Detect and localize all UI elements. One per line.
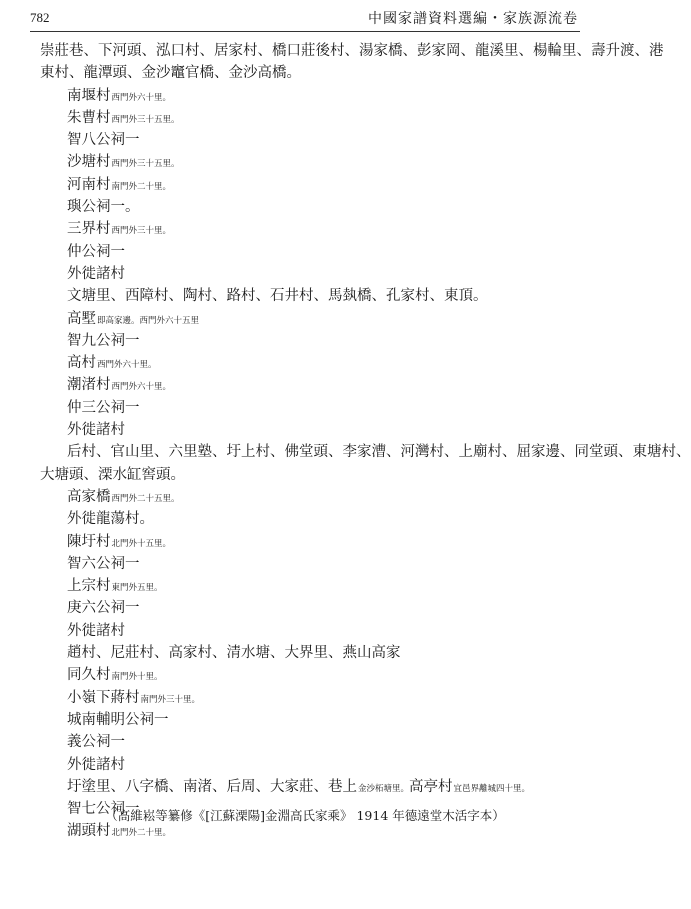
line-note: 北門外十五里。 xyxy=(111,538,172,549)
text-line xyxy=(40,597,580,619)
line-note: 西門外六十里。 xyxy=(111,382,172,393)
line-text: 仲公祠一 xyxy=(67,243,125,260)
line-note: 即高家邊。西門外六十五里 xyxy=(97,315,200,326)
text-line xyxy=(40,308,580,330)
text-line xyxy=(40,85,580,107)
text-line xyxy=(40,129,580,151)
line-text: 朱曹村 xyxy=(67,109,111,126)
text-line xyxy=(40,664,580,686)
line-note: 西門外三十五里。 xyxy=(111,114,180,125)
line-note: 西門外二十五里。 xyxy=(111,493,180,504)
text-line xyxy=(40,174,580,196)
text-line xyxy=(40,531,580,553)
colophon: （高維崧等纂修《[江蘇溧陽]金淵高氏家乘》 1914 年德遠堂木活字本） xyxy=(105,808,505,823)
line-text: 湖頭村 xyxy=(67,823,111,840)
line-text: 河南村 xyxy=(67,176,111,193)
line-text: 城南輔明公祠一 xyxy=(67,711,169,728)
line-note: 西門外三十里。 xyxy=(111,226,172,237)
line-text: 沙塘村 xyxy=(67,154,111,171)
text-line xyxy=(40,687,580,709)
line-text: 高家橋 xyxy=(67,488,111,505)
page-header xyxy=(30,8,578,28)
line-text: 外徙龍蕩村。 xyxy=(67,511,154,528)
text-line xyxy=(40,441,691,463)
text-line xyxy=(40,731,580,753)
text-line xyxy=(40,642,580,664)
text-line xyxy=(40,107,580,129)
line-text: 外徙諸村 xyxy=(67,756,125,773)
line-text: 高村 xyxy=(67,355,96,372)
line-text: 高亭村 xyxy=(409,778,453,795)
line-text: 義公祠一 xyxy=(67,734,125,751)
line-text: 同久村 xyxy=(67,667,111,684)
line-text: 陳圩村 xyxy=(67,533,111,550)
text-line xyxy=(40,776,580,798)
line-note: 宜邑界離城四十里。 xyxy=(453,783,531,794)
text-line xyxy=(40,330,580,352)
text-line xyxy=(40,397,580,419)
line-text: 庚六公祠一 xyxy=(67,600,140,617)
line-text: 后村、官山里、六里塾、圩上村、佛堂頭、李家漕、河灣村、上廟村、屈家邊、同堂頭、東塘村、 xyxy=(67,444,691,461)
text-line xyxy=(40,553,580,575)
text-line xyxy=(40,575,580,597)
line-text: 外徙諸村 xyxy=(67,265,125,282)
line-note: 東門外五里。 xyxy=(111,583,163,594)
text-line xyxy=(40,218,580,240)
line-note: 南門外三十里。 xyxy=(140,694,201,705)
text-line xyxy=(40,62,580,84)
text-line xyxy=(40,486,580,508)
line-note: 南門外十里。 xyxy=(111,672,163,683)
line-note: 西門外三十五里。 xyxy=(111,159,180,170)
line-text: 智六公祠一 xyxy=(67,555,140,572)
line-note: 西門外六十里。 xyxy=(111,92,172,103)
text-line xyxy=(40,754,580,776)
text-line xyxy=(40,285,580,307)
line-text: 璵公祠一。 xyxy=(67,199,140,216)
line-note: 金沙柘塘里。 xyxy=(358,783,410,794)
line-text: 東村、龍潭頭、金沙竈官橋、金沙高橋。 xyxy=(40,65,301,82)
line-text: 高墅 xyxy=(67,310,96,327)
text-line xyxy=(40,374,580,396)
line-text: 仲三公祠一 xyxy=(67,399,140,416)
text-line xyxy=(40,40,664,62)
line-text: 外徙諸村 xyxy=(67,422,125,439)
text-line xyxy=(40,352,580,374)
line-text: 小嶺下蔣村 xyxy=(67,689,140,706)
line-text: 智九公祠一 xyxy=(67,332,140,349)
line-note: 南門外二十里。 xyxy=(111,181,172,192)
line-note: 北門外二十里。 xyxy=(111,828,172,839)
text-line xyxy=(40,709,580,731)
running-title: 中國家譜資料選編・家族源流卷 xyxy=(368,11,578,27)
body-text xyxy=(40,40,691,843)
line-text: 大塘頭、溧水缸窖頭。 xyxy=(40,466,185,483)
text-line xyxy=(40,508,580,530)
line-text: 崇莊巷、下河頭、泓口村、居家村、橋口莊後村、湯家橋、彭家岡、龍溪里、楊輪里、壽升渡、港 xyxy=(40,43,664,59)
text-line xyxy=(40,620,580,642)
text-line xyxy=(40,419,580,441)
page-number: 782 xyxy=(30,10,50,25)
text-line xyxy=(40,263,580,285)
line-text: 外徙諸村 xyxy=(67,622,125,639)
line-text: 文塘里、西障村、陶村、路村、石井村、馬埶橋、孔家村、東頂。 xyxy=(67,288,488,305)
line-text: 三界村 xyxy=(67,221,111,238)
line-text: 潮渚村 xyxy=(67,377,111,394)
line-note: 西門外六十里。 xyxy=(97,360,157,371)
text-line xyxy=(40,196,580,218)
text-line xyxy=(40,151,580,173)
line-text: 南堰村 xyxy=(67,87,111,104)
line-text: 趙村、尼莊村、高家村、清水塘、大界里、燕山高家 xyxy=(67,645,401,662)
header-rule xyxy=(30,31,580,32)
line-text: 智七公祠一 xyxy=(67,801,140,818)
line-text: 上宗村 xyxy=(67,578,111,595)
text-line xyxy=(40,464,580,486)
line-text: 圩塗里、八字橋、南渚、后周、大家莊、巷上 xyxy=(67,778,357,795)
text-line xyxy=(40,241,580,263)
line-text: 智八公祠一 xyxy=(67,132,140,149)
